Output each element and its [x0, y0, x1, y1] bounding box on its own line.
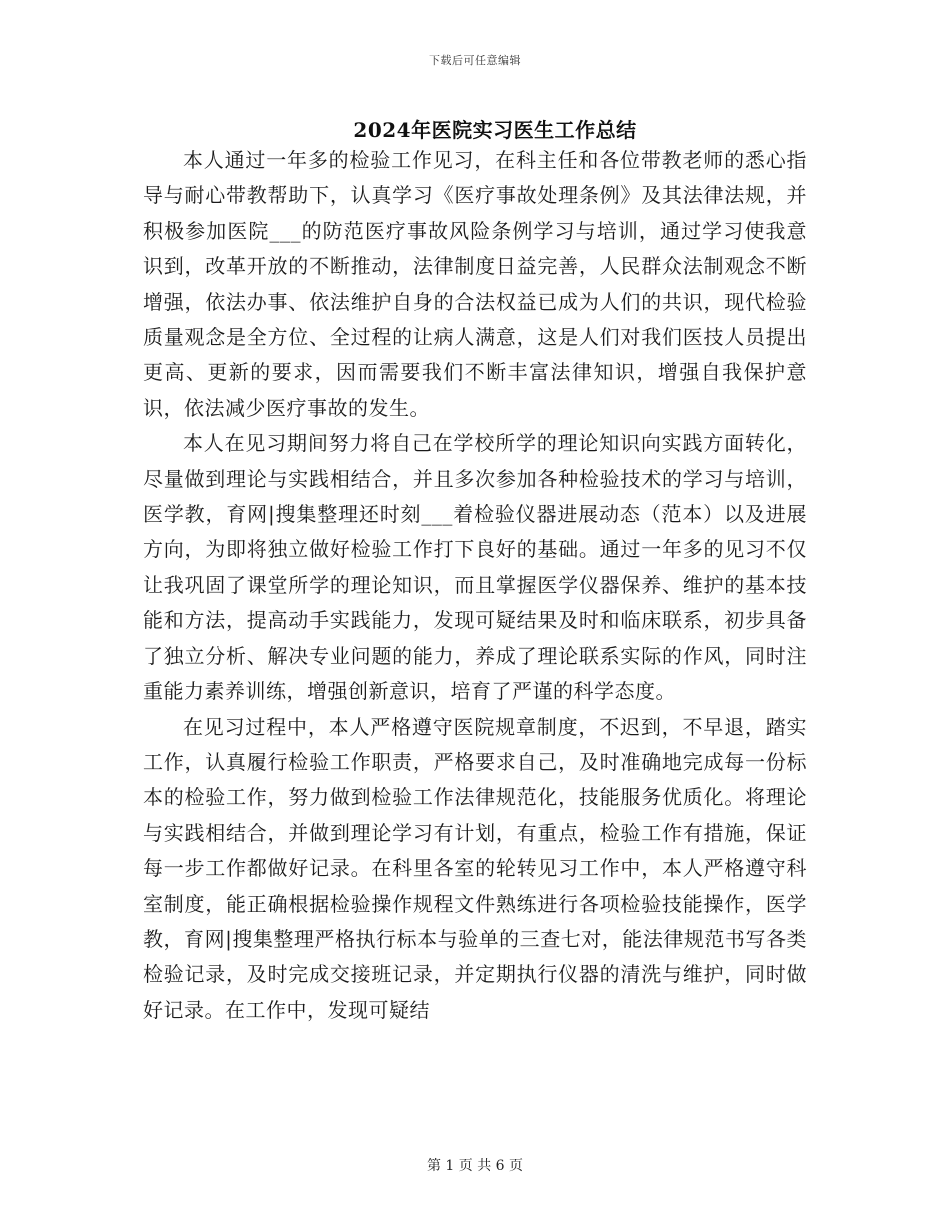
page-number: 第 1 页 共 6 页: [426, 1158, 524, 1174]
paragraph-2: 本人在见习期间努力将自己在学校所学的理论知识向实践方面转化，尽量做到理论与实践相结合，并且多次参加各种检验技术的学习与培训，医学教，育网|搜集整理还时刻___着检验仪器进展动态（范本）以及进展方向，为即将独立做好检验工作打下良好的基础。通过一年多的见习不仅让我巩固了课堂所学的理论知识，而且掌握医学仪器保养、维护的基本技能和方法，提高动手实践能力，发现可疑结果及时和临床联系，初步具备了独立分析、解决专业问题的能力，养成了理论联系实际的作风，同时注重能力素养训练，增强创新意识，培育了严谨的科学态度。: [143, 431, 807, 704]
header-note: 下载后可任意编辑: [429, 54, 521, 67]
document-body: [143, 143, 807, 1028]
paragraph-3: 在见习过程中，本人严格遵守医院规章制度，不迟到，不早退，踏实工作，认真履行检验工作职责，严格要求自己，及时准确地完成每一份标本的检验工作，努力做到检验工作法律规范化，技能服务优质化。将理论与实践相结合，并做到理论学习有计划，有重点，检验工作有措施，保证每一步工作都做好记录。在科里各室的轮转见习工作中，本人严格遵守科室制度，能正确根据检验操作规程文件熟练进行各项检验技能操作，医学教，育网|搜集整理严格执行标本与验单的三查七对，能法律规范书写各类检验记录，及时完成交接班记录，并定期执行仪器的清洗与维护，同时做好记录。在工作中，发现可疑结: [143, 714, 807, 1022]
paragraph-1: 本人通过一年多的检验工作见习，在科主任和各位带教老师的悉心指导与耐心带教帮助下，认真学习《医疗事故处理条例》及其法律法规，并积极参加医院___的防范医疗事故风险条例学习与培训，通过学习使我意识到，改革开放的不断推动，法律制度日益完善，人民群众法制观念不断增强，依法办事、依法维护自身的合法权益已成为人们的共识，现代检验质量观念是全方位、全过程的让病人满意，这是人们对我们医技人员提出更高、更新的要求，因而需要我们不断丰富法律知识，增强自我保护意识，依法减少医疗事故的发生。: [143, 148, 807, 420]
document-title: 2024年医院实习医生工作总结: [353, 118, 637, 142]
